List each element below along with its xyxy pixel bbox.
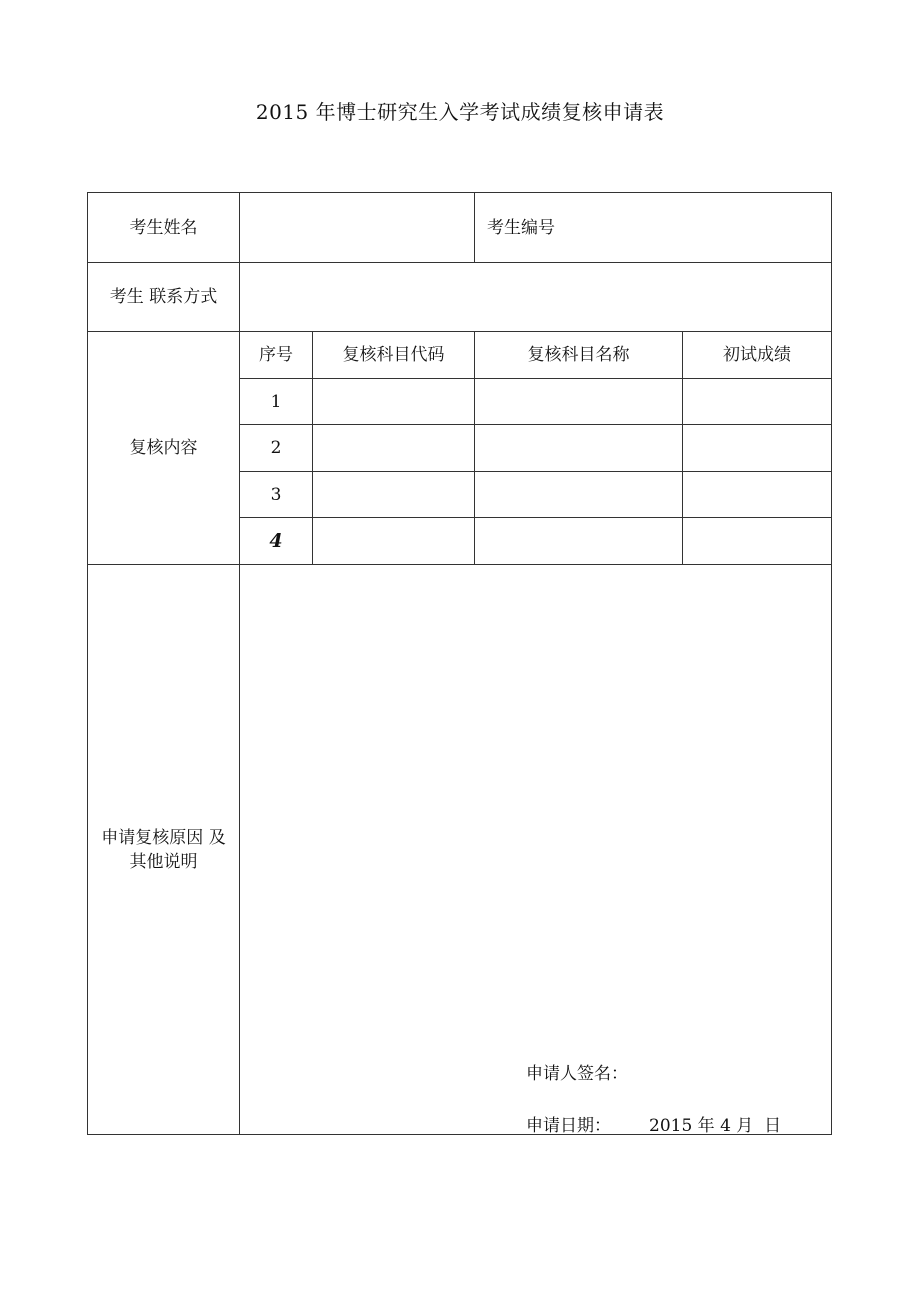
score-cell[interactable] <box>683 379 831 425</box>
document-title: 2015 年博士研究生入学考试成绩复核申请表 <box>255 100 665 124</box>
col-header-name: 复核科目名称 <box>475 332 683 379</box>
col-header-code: 复核科目代码 <box>313 332 475 379</box>
application-form-table <box>87 192 832 1135</box>
contact-label: 考生 联系方式 <box>88 263 240 332</box>
name-label: 考生姓名 <box>88 193 240 263</box>
review-label: 复核内容 <box>88 332 240 565</box>
name-field[interactable] <box>240 193 475 263</box>
row-number: 2 <box>240 425 313 472</box>
id-label: 考生编号 <box>487 217 555 238</box>
reason-label-line1: 申请复核原因 及 <box>101 827 226 848</box>
col-header-score: 初试成绩 <box>683 332 831 379</box>
subject-name-cell[interactable] <box>475 425 683 472</box>
score-cell[interactable] <box>683 425 831 472</box>
reason-text-area[interactable] <box>240 565 831 1134</box>
score-cell[interactable] <box>683 518 831 565</box>
subject-code-cell[interactable] <box>313 379 475 425</box>
row-number: 4 <box>240 518 313 565</box>
date-value[interactable]: 2015 年 4 月 日 <box>649 1116 782 1136</box>
subject-code-cell[interactable] <box>313 518 475 565</box>
signature-label: 申请人签名： <box>526 1064 628 1084</box>
subject-code-cell[interactable] <box>313 472 475 518</box>
subject-code-cell[interactable] <box>313 425 475 472</box>
row-number: 3 <box>240 472 313 518</box>
subject-name-cell[interactable] <box>475 379 683 425</box>
id-field[interactable] <box>475 193 831 263</box>
reason-label <box>88 565 240 1134</box>
subject-name-cell[interactable] <box>475 518 683 565</box>
score-cell[interactable] <box>683 472 831 518</box>
col-header-no: 序号 <box>240 332 313 379</box>
date-label: 申请日期： <box>526 1116 611 1136</box>
row-number: 1 <box>240 379 313 425</box>
reason-label-line2: 其他说明 <box>129 851 198 872</box>
subject-name-cell[interactable] <box>475 472 683 518</box>
contact-field[interactable] <box>240 263 831 332</box>
